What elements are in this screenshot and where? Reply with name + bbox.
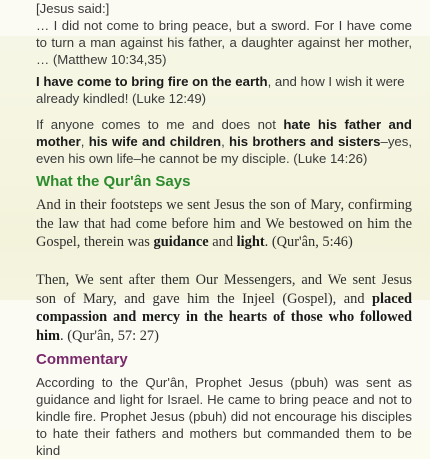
quote-text: , bbox=[221, 134, 230, 149]
quran-verse-57-27 bbox=[36, 271, 412, 345]
section-heading-quran: What the Qur'ân Says bbox=[36, 173, 191, 190]
commentary-text: According to the Qur'ân, Prophet Jesus (pbuh) was sent as guidance and light for Israel. He came to bring peace and not to kindle fire. Prophet Jesus (pbuh) did not encourage his disciples to hate their fathers and mothers but commanded them to be kind bbox=[36, 375, 412, 458]
quote-text: , bbox=[80, 134, 89, 149]
quote-text: If anyone comes to me and does not bbox=[36, 117, 284, 132]
verse-emphasis: light bbox=[236, 234, 265, 250]
quote-emphasis: I have come to bring fire on the earth bbox=[36, 74, 268, 89]
quote-text: –yes, even his own life–he cannot be my disciple. (Luke 14:26) bbox=[36, 134, 413, 166]
speaker-label: [Jesus said:] bbox=[36, 1, 110, 16]
quran-verse-5-46 bbox=[36, 196, 412, 252]
bible-quote-luke-12 bbox=[36, 73, 412, 107]
section-heading-commentary: Commentary bbox=[36, 351, 128, 368]
verse-text: . (Qur'ân, 57: 27) bbox=[60, 327, 159, 344]
verse-emphasis: placed compassion and mercy in the hearts of those who followed him bbox=[36, 290, 412, 344]
quote-text: … I did not come to bring peace, but a sword. For I have come to turn a man against his father, a daughter against her mother, … (Matthew 10:34,35) bbox=[36, 18, 412, 67]
verse-text: . (Qur'ân, 5:46) bbox=[264, 234, 353, 250]
quote-text: , and how I wish it were already kindled! (Luke 12:49) bbox=[36, 74, 405, 106]
verse-text: And in their footsteps we sent Jesus the son of Mary, confirming the law that had come before him and We bestowed on him the Gospel, therein was bbox=[36, 197, 412, 250]
bible-quote-luke-14 bbox=[36, 116, 412, 167]
quote-emphasis: hate his father and mother bbox=[36, 117, 412, 149]
verse-text: and bbox=[208, 234, 237, 250]
quote-emphasis: his wife and children bbox=[88, 134, 222, 149]
verse-text: Then, We sent after them Our Messengers, and We sent Jesus son of Mary, and gave him the Injeel (Gospel), and bbox=[36, 272, 412, 307]
quote-emphasis: his brothers and sisters bbox=[229, 134, 381, 149]
verse-emphasis: guidance bbox=[153, 234, 209, 250]
bible-quote-matthew bbox=[36, 0, 412, 68]
